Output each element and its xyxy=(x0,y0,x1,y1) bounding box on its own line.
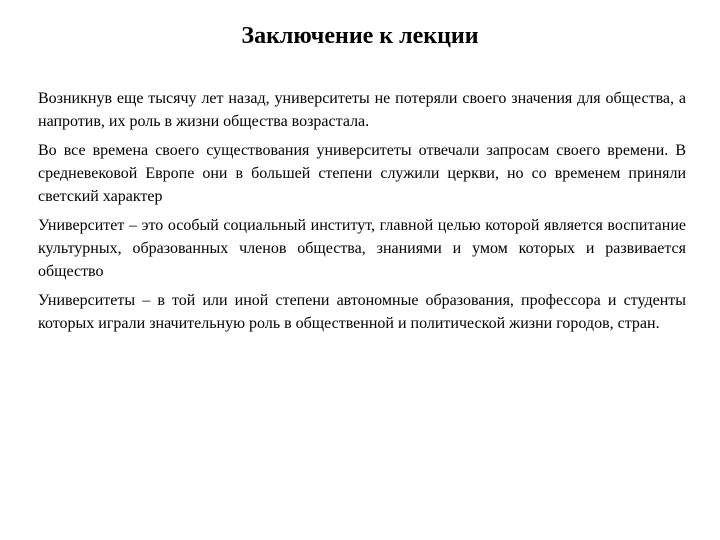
paragraph-3: Университет – это особый социальный институт, главной целью которой является воспитание культурных, образованных членов общества, знаниями и умом которых и развивается общество xyxy=(38,217,686,280)
paragraph-2: Во все времена своего существования университеты отвечали запросам своего времени. В средневековой Европе они в большей степени служили церкви, но со временем приняли светский характер xyxy=(38,142,686,205)
paragraph-1: Возникнув еще тысячу лет назад, университеты не потеряли своего значения для общества, а напротив, их роль в жизни общества возрастала. xyxy=(38,90,686,130)
paragraph-4: Университеты – в той или иной степени автономные образования, профессора и студенты которых играли значительную роль в общественной и политической жизни городов, стран. xyxy=(38,292,686,332)
slide-body xyxy=(38,87,686,341)
slide-title: Заключение к лекции xyxy=(241,23,479,49)
